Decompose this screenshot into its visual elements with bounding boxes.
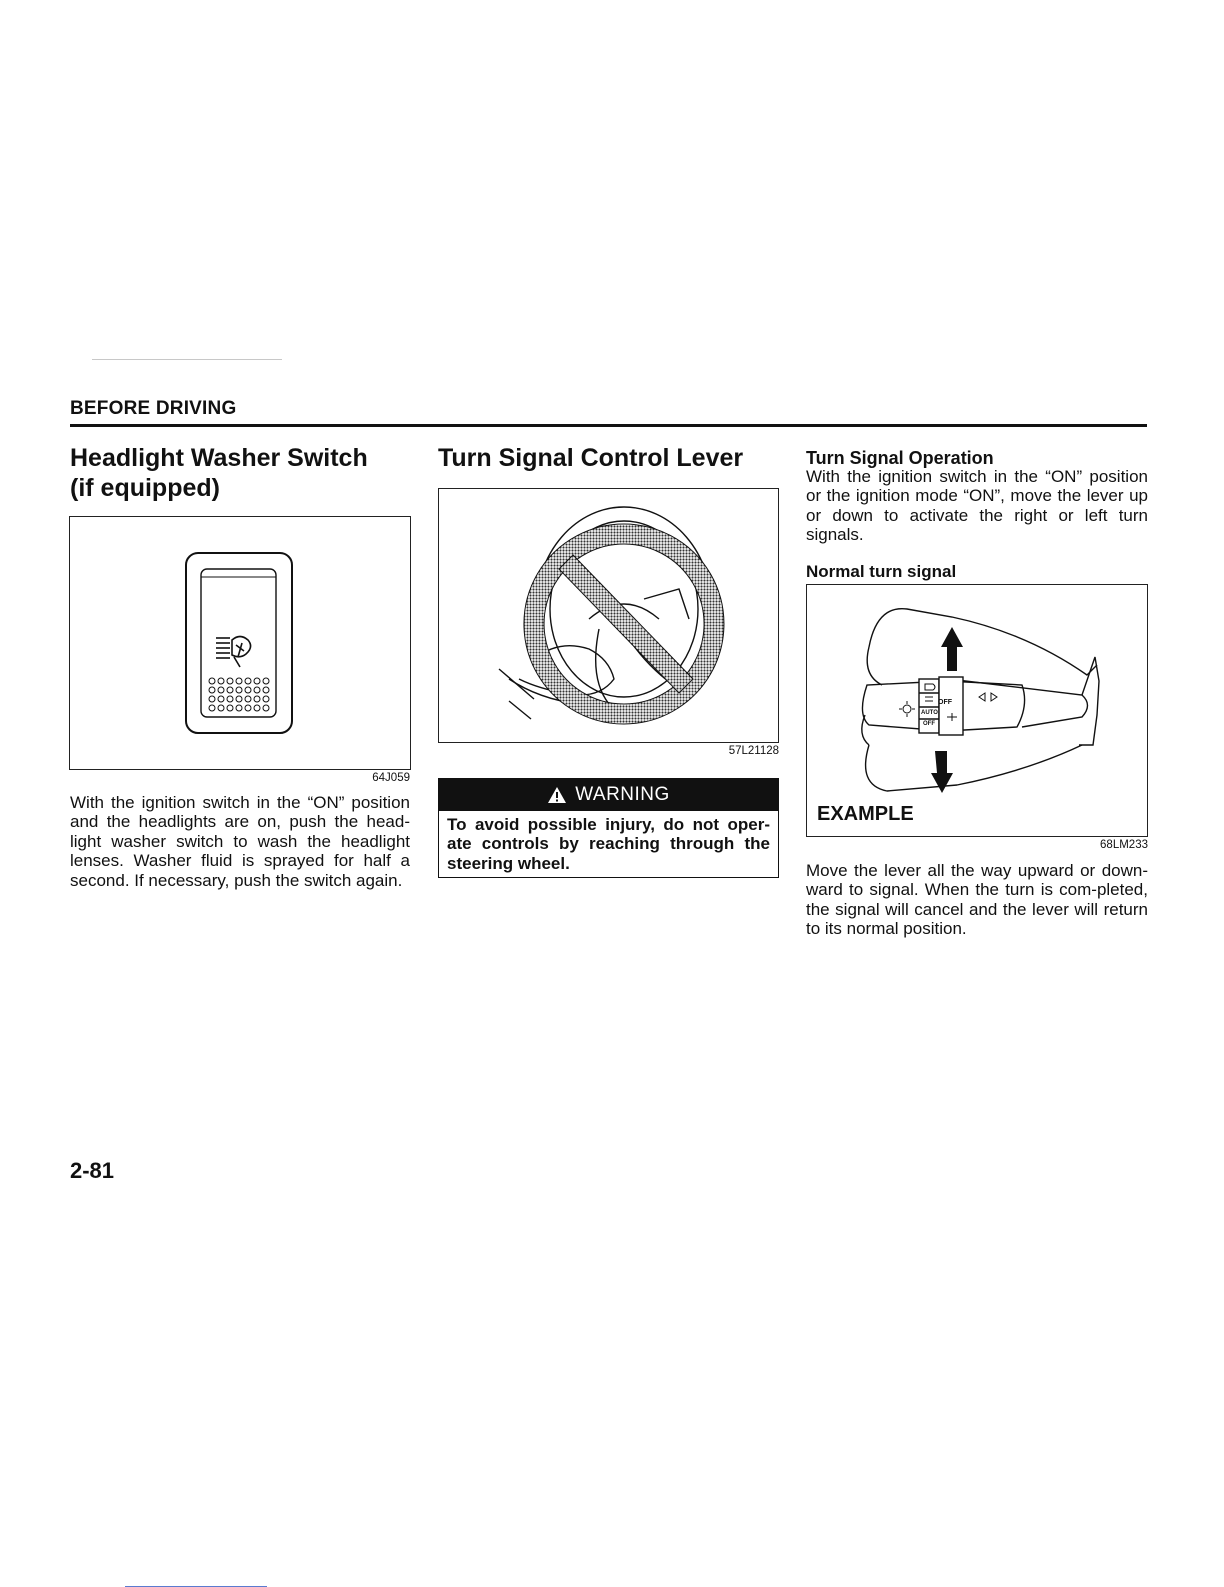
warning-text: To avoid possible injury, do not oper-ate controls by reaching through the steering wheel. [447,815,770,873]
figure-code-68lm233: 68LM233 [1100,839,1148,851]
section-title: BEFORE DRIVING [70,398,237,419]
headlight-washer-figure [69,516,411,770]
headlight-washer-heading [70,443,410,503]
headlight-washer-switch-icon [70,517,409,768]
turn-signal-operation-paragraph: With the ignition switch in the “ON” position or the ignition mode “ON”, move the lever up or down to activate the right or left turn signals. [806,467,1148,545]
left-column [70,443,410,503]
warning-box [438,778,779,878]
warning-title: WARNING [575,784,670,805]
turn-signal-lever-heading: Turn Signal Control Lever [438,444,744,472]
warning-header [439,779,778,811]
header-rule [70,424,1147,427]
steering-wheel-figure [438,488,779,743]
lever-label-off-1: OFF [938,699,952,706]
page-number: 2-81 [70,1158,115,1183]
turn-signal-lever-icon [807,585,1146,835]
scan-line-top [92,359,282,360]
lever-label-auto: AUTO [921,710,938,716]
heading-line-2: (if equipped) [70,474,220,502]
normal-turn-signal-subheading: Normal turn signal [806,562,957,581]
turn-signal-operation-heading: Turn Signal Operation [806,448,994,468]
warning-triangle-icon [547,786,567,804]
headlight-washer-paragraph: With the ignition switch in the “ON” position and the headlights are on, push the head-light washer switch to wash the headlight lenses. Washer fluid is sprayed for half a second. If necessary, push the switch again. [70,793,410,890]
lever-label-off-2: OFF [923,721,935,727]
turn-signal-return-paragraph: Move the lever all the way upward or down-ward to signal. When the turn is com-pleted, the signal will cancel and the lever will return to its normal position. [806,861,1148,939]
heading-line-1: Headlight Washer Switch [70,444,368,472]
prohibited-reaching-through-steering-wheel-icon [439,489,777,741]
turn-signal-lever-figure [806,584,1148,837]
example-label: EXAMPLE [817,803,914,825]
figure-code-64j059: 64J059 [372,772,410,784]
figure-code-57l21128: 57L21128 [728,745,779,757]
